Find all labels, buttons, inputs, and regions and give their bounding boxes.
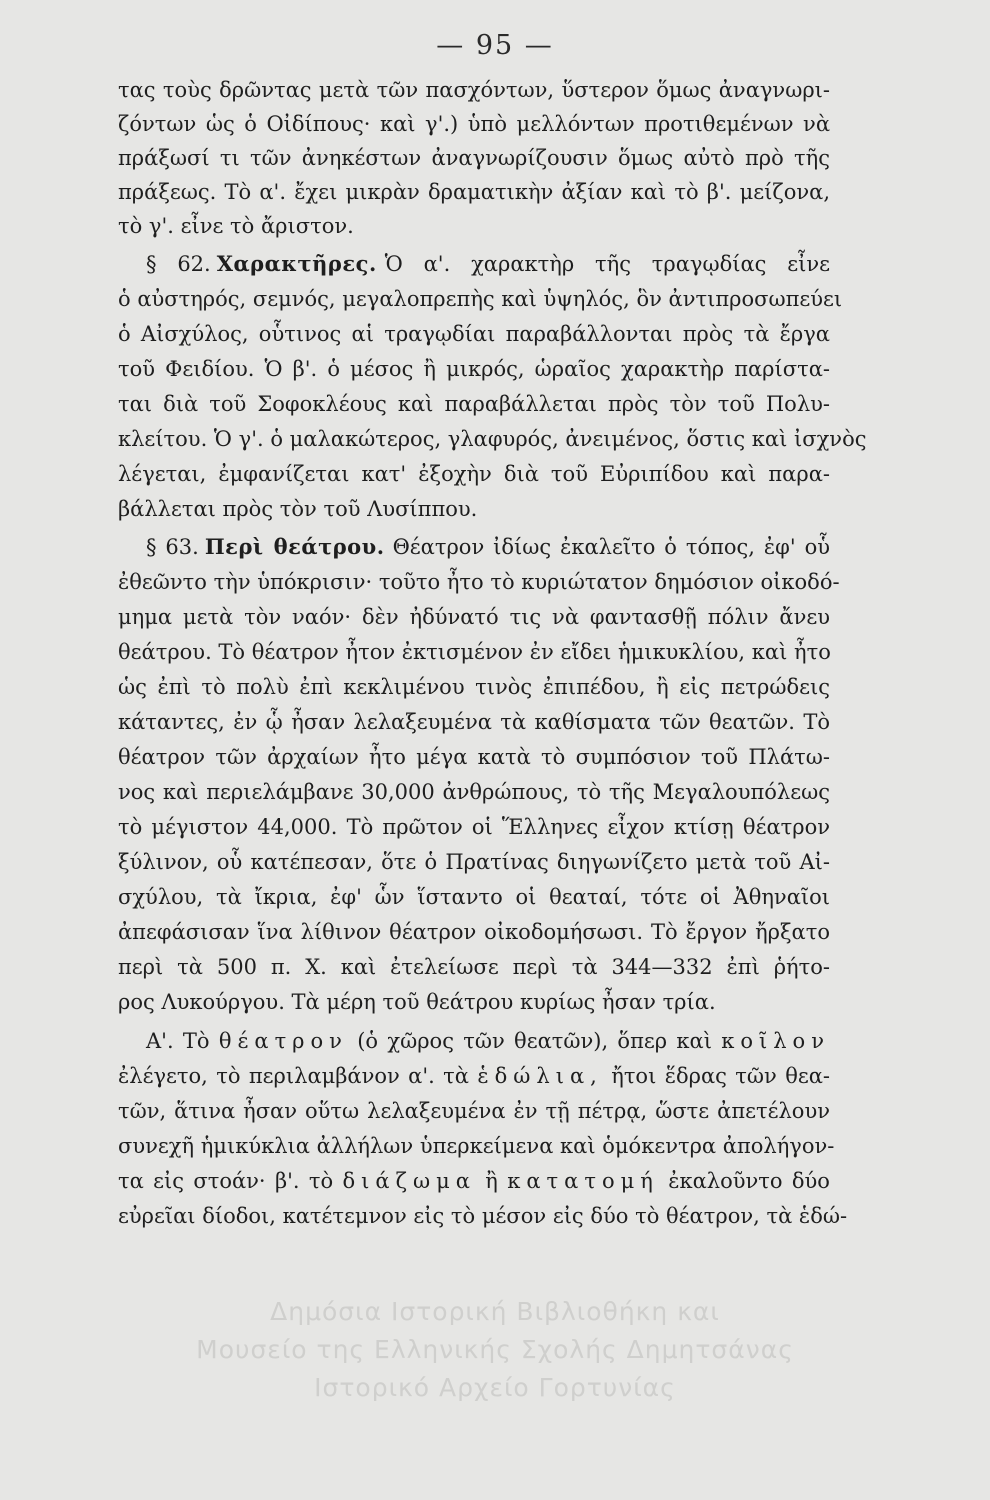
text-line: βάλλεται πρὸς τὸν τοῦ Λυσίππου. xyxy=(118,497,478,521)
library-watermark-line: Δημόσια Ιστορική Βιβλιοθήκη και xyxy=(270,1297,720,1326)
text-line: πράξεως. Τὸ α'. ἔχει μικρὰν δραματικὴν ἀξίαν καὶ τὸ β'. μείζονα, xyxy=(118,180,830,204)
section-text: Θέατρον ἰδίως ἐκαλεῖτο ὁ τόπος, ἐφ' οὗ xyxy=(392,535,831,559)
text-line: κλείτου. Ὁ γ'. ὁ μαλακώτερος, γλαφυρός, ἀνειμένος, ὅστις καὶ ἰσχνὸς xyxy=(118,427,867,451)
text-line: ρος Λυκούργου. Τὰ μέρη τοῦ θεάτρου κυρίως ἦσαν τρία. xyxy=(118,990,716,1014)
section-62-first-line xyxy=(118,250,830,278)
text-line: ξύλινον, οὗ κατέπεσαν, ὅτε ὁ Πρατίνας διηγωνίζετο μετὰ τοῦ Αἰ- xyxy=(118,850,830,874)
spaced-term: διάζωμα xyxy=(342,1169,476,1193)
paragraph-a-line-2 xyxy=(118,1062,830,1090)
text-run: ἐκαλοῦντο δύο xyxy=(668,1169,830,1193)
section-heading: Περὶ θεάτρου. xyxy=(204,534,385,559)
text-line: ὡς ἐπὶ τὸ πολὺ ἐπὶ κεκλιμένου τινὸς ἐπιπέδου, ἢ εἰς πετρώδεις xyxy=(118,675,830,699)
text-line: θέατρον τῶν ἀρχαίων ἦτο μέγα κατὰ τὸ συμπόσιον τοῦ Πλάτω- xyxy=(118,745,830,769)
text-line: ὁ αὐστηρός, σεμνός, μεγαλοπρεπὴς καὶ ὑψηλός, ὃν ἀντιπροσωπεύει xyxy=(118,287,843,311)
text-run: (ὁ χῶρος τῶν θεατῶν), ὅπερ καὶ xyxy=(357,1029,712,1053)
text-line: τας τοὺς δρῶντας μετὰ τῶν πασχόντων, ὕστερον ὅμως ἀναγνωρι- xyxy=(118,78,830,102)
spaced-term: θέατρον xyxy=(218,1029,348,1053)
spaced-term: κοῖλον xyxy=(721,1029,830,1053)
text-line: τοῦ Φειδίου. Ὁ β'. ὁ μέσος ἢ μικρός, ὡραῖος χαρακτὴρ παρίστα- xyxy=(118,357,830,381)
text-run: τα εἰς στοάν· β'. τὸ xyxy=(118,1169,334,1193)
text-line: εὐρεῖαι δίοδοι, κατέτεμνον εἰς τὸ μέσον εἰς δύο τὸ θέατρον, τὰ ἑδώ- xyxy=(118,1204,848,1228)
text-line: ὁ Αἰσχύλος, οὗτινος αἱ τραγῳδίαι παραβάλλονται πρὸς τὰ ἔργα xyxy=(118,322,830,346)
text-line: κάταντες, ἐν ᾧ ἦσαν λελαξευμένα τὰ καθίσματα τῶν θεατῶν. Τὸ xyxy=(118,710,830,734)
paragraph-a-first-line xyxy=(118,1027,830,1055)
text-line: σχύλου, τὰ ἴκρια, ἐφ' ὧν ἵσταντο οἱ θεαταί, τότε οἱ Ἀθηναῖοι xyxy=(118,885,830,909)
text-line: συνεχῆ ἡμικύκλια ἀλλήλων ὑπερκείμενα καὶ ὁμόκεντρα ἀπολήγον- xyxy=(118,1134,835,1158)
text-run: ἤτοι ἕδρας τῶν θεα- xyxy=(611,1064,830,1088)
text-line: τὸ γ'. εἶνε τὸ ἄριστον. xyxy=(118,214,354,238)
text-line: ζόντων ὡς ὁ Οἰδίπους· καὶ γ'.) ὑπὸ μελλόντων προτιθεμένων νὰ xyxy=(118,112,830,136)
text-line: τῶν, ἅτινα ἦσαν οὕτω λελαξευμένα ἐν τῇ πέτρᾳ, ὥστε ἀπετέλουν xyxy=(118,1099,830,1123)
text-line: πράξωσί τι τῶν ἀνηκέστων ἀναγνωρίζουσιν ὅμως αὐτὸ πρὸ τῆς xyxy=(118,146,830,170)
text-line: θεάτρου. Τὸ θέατρον ἦτον ἐκτισμένον ἐν εἴδει ἡμικυκλίου, καὶ ἦτο xyxy=(118,640,831,664)
spaced-term: ἑδώλια, xyxy=(477,1064,603,1088)
spaced-term: κατατομή xyxy=(507,1169,659,1193)
text-run: ἐλέγετο, τὸ περιλαμβάνον α'. τὰ xyxy=(118,1064,469,1088)
text-line: περὶ τὰ 500 π. Χ. καὶ ἐτελείωσε περὶ τὰ 344—332 ἐπὶ ῥήτο- xyxy=(118,955,830,979)
text-line: ἐθεῶντο τὴν ὑπόκρισιν· τοῦτο ἦτο τὸ κυριώτατον δημόσιον οἰκοδό- xyxy=(118,570,840,594)
text-line: τὸ μέγιστον 44,000. Τὸ πρῶτον οἱ Ἕλληνες εἶχον κτίσῃ θέατρον xyxy=(118,815,830,839)
section-heading: Χαρακτῆρες. xyxy=(216,251,377,276)
section-text: Ὁ α'. χαρακτὴρ τῆς τραγῳδίας εἶνε xyxy=(384,252,830,276)
text-run: ἢ xyxy=(485,1169,498,1193)
paragraph-a-line-5 xyxy=(118,1167,830,1195)
text-line: ται διὰ τοῦ Σοφοκλέους καὶ παραβάλλεται πρὸς τὸν τοῦ Πολυ- xyxy=(118,392,830,416)
library-watermark-line: Μουσείο της Ελληνικής Σχολής Δημητσάνας xyxy=(196,1335,794,1364)
section-63-first-line xyxy=(118,533,830,561)
text-line: λέγεται, ἐμφανίζεται κατ' ἐξοχὴν διὰ τοῦ Εὐριπίδου καὶ παρα- xyxy=(118,462,830,486)
section-number: § 63. xyxy=(146,535,199,559)
library-watermark-line: Ιστορικό Αρχείο Γορτυνίας xyxy=(314,1373,676,1402)
text-line: μημα μετὰ τὸν ναόν· δὲν ἠδύνατό τις νὰ φαντασθῇ πόλιν ἄνευ xyxy=(118,605,830,629)
section-number: § 62. xyxy=(146,252,211,276)
paragraph-label: Α'. Τὸ xyxy=(146,1029,210,1053)
text-line: ἀπεφάσισαν ἵνα λίθινον θέατρον οἰκοδομήσωσι. Τὸ ἔργον ἤρξατο xyxy=(118,920,830,944)
page-number: — 95 — xyxy=(436,30,554,61)
text-line: νος καὶ περιελάμβανε 30,000 ἀνθρώπους, τὸ τῆς Μεγαλουπόλεως xyxy=(118,780,830,804)
